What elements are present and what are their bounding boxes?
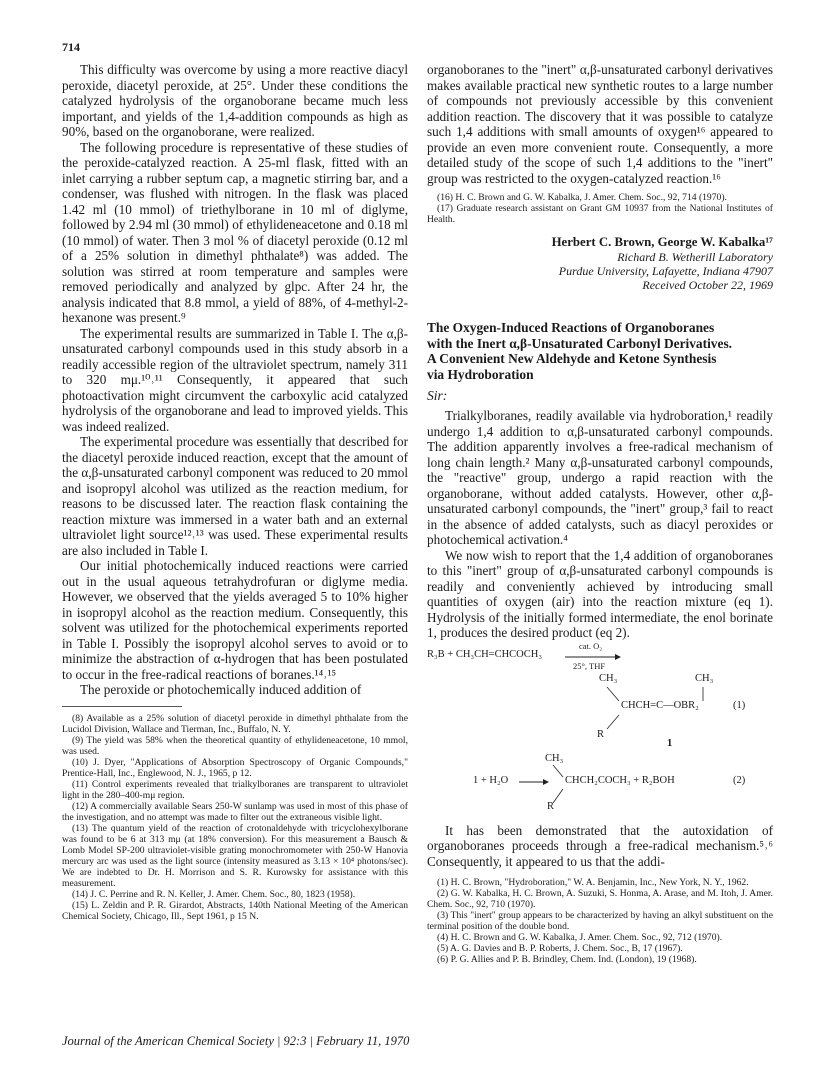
affiliation-line: Purdue University, Lafayette, Indiana 47907 (558, 264, 773, 278)
footnote-divider (62, 706, 182, 707)
body-paragraph: The experimental results are summarized in Table I. The α,β-unsaturated carbonyl compounds used in this study absorb in a readily accessible region of the ultraviolet spectrum, namely 311 to 320 mμ.¹⁰˒¹¹ Consequently, it appeared that such photoactivation might circumvent the carboxylic acid catalyzed hydrolysis of the organoborane and lead to improved yields. This was indeed realized. (62, 325, 408, 434)
eq1-condition-top: cat. O₂ (579, 640, 603, 651)
footnote: (8) Available as a 25% solution of diacetyl peroxide in dimethyl phthalate from the Lucidol Division, Wallace and Tierman, Inc., Buffalo, N. Y. (62, 712, 408, 735)
body-paragraph: We now wish to report that the 1,4 addition of organoboranes to this "inert" group of α,β-unsaturated carbonyl compounds is readily and conveniently achieved by introducing small quantities of oxygen (air) into the reaction mixture (eq 1). Hydrolysis of the initially formed intermediate, the enol borinate 1, produces the desired product (eq 2). (427, 547, 773, 640)
body-paragraph: The peroxide or photochemically induced addition of (80, 682, 362, 697)
title-line: A Convenient New Aldehyde and Ketone Synthesis (427, 351, 717, 366)
eq1-label: (1) (733, 699, 746, 711)
received-date: Received October 22, 1969 (642, 278, 773, 292)
article-title (427, 320, 773, 382)
eq1-bonds (599, 685, 709, 737)
title-line: with the Inert α,β-Unsaturated Carbonyl Derivatives. (427, 335, 733, 351)
eq1-reactants: R₃B + CH₃CH=CHCOCH₃ (427, 648, 543, 660)
body-paragraph: organoboranes to the "inert" α,β-unsaturated carbonyl derivatives makes available practical new synthetic routes to a large number of compounds not previously accessible by this convenient addition reaction. The discovery that it was possible to catalyze such 1,4 additions with small amounts of oxygen¹⁶ appeared to provide an even more convenient route. Consequently, a more detailed study of the scope of such 1,4 additions to the "inert" group was restricted to the oxygen-catalyzed reaction.¹⁶ (427, 62, 773, 186)
footnote: (1) H. C. Brown, "Hydroboration," W. A. Benjamin, Inc., New York, N. Y., 1962. (437, 877, 749, 888)
body-paragraph: It has been demonstrated that the autoxidation of organoboranes proceeds through a free-radical mechanism.⁵˒⁶ Consequently, it appeared to us that the addi- (427, 822, 773, 869)
footnote: (3) This "inert" group appears to be characterized by having an alkyl substituent on the terminal position of the double bond. (427, 910, 773, 932)
eq1-ch3-a: CH₃ (599, 672, 618, 684)
footnote: (14) J. C. Perrine and R. N. Keller, J. Amer. Chem. Soc., 80, 1823 (1958). (72, 888, 356, 900)
title-line: via Hydroboration (427, 366, 534, 382)
eq2-reactants: 1 + H₂O (473, 774, 509, 786)
affiliation-line: Richard B. Wetherill Laboratory (617, 250, 773, 264)
footnote: (2) G. W. Kabalka, H. C. Brown, A. Suzuki, S. Honma, A. Arase, and M. Itoh, J. Amer. Chem. Soc., 92, 710 (1970). (427, 888, 773, 910)
reaction-arrow-icon (519, 778, 549, 786)
eq1-product: CHCH=C—OBR₂ (621, 699, 699, 711)
footnote: (16) H. C. Brown and G. W. Kabalka, J. Amer. Chem. Soc., 92, 714 (1970). (437, 192, 727, 203)
eq1-ch3-b: CH₃ (695, 672, 714, 684)
footnote: (4) H. C. Brown and G. W. Kabalka, J. Amer. Chem. Soc., 92, 712 (1970). (437, 932, 723, 943)
eq1-condition-bottom: 25°, THF (573, 660, 606, 671)
footnote: (6) P. G. Allies and P. B. Brindley, Chem. Ind. (London), 19 (1968). (437, 954, 697, 965)
reaction-scheme (427, 640, 773, 813)
body-paragraph: The experimental procedure was essentially that described for the diacetyl peroxide induced reaction, except that the amount of the α,β-unsaturated carbonyl component was reduced to 20 mmol and isopropyl alcohol was utilized as the reaction medium, for reasons to be discussed later. The reaction flask containing the reaction mixture was immersed in a water bath and an external ultraviolet light source¹²˒¹³ was used. These experimental results are also included in Table I. (62, 434, 408, 558)
journal-footer: Journal of the American Chemical Society | 92:3 | February 11, 1970 (62, 1034, 410, 1048)
salutation: Sir: (427, 388, 448, 403)
author-line: Herbert C. Brown, George W. Kabalka¹⁷ (551, 235, 773, 249)
footnote: (11) Control experiments revealed that trialkylboranes are transparent to ultraviolet light in the 280–400-mμ region. (62, 778, 408, 801)
body-paragraph: This difficulty was overcome by using a more reactive diacyl peroxide, diacetyl peroxide, at 25°. Under these conditions the catalyzed hydrolysis of the organoborane became much less important, and yields of the 1,4-addition compounds as high as 90%, based on the organoborane, were realized. (62, 62, 408, 139)
reaction-arrow-icon (565, 653, 621, 661)
footnote: (17) Graduate research assistant on Grant GM 10937 from the National Institutes of Health. (427, 203, 773, 225)
body-paragraph: Our initial photochemically induced reactions were carried out in the usual aqueous tetrahydrofuran or diglyme media. However, we observed that the yields averaged 5 to 10% higher in isopropyl alcohol as the reaction medium. Consequently, this solvent was utilized for the photochemical experiments reported in Table I. Possibly the isopropyl alcohol serves to avoid or to minimize the abstraction of α-hydrogen that has been postulated to occur in the free-radical reactions of boranes.¹⁴˒¹⁵ (62, 558, 408, 682)
eq1-r: R (597, 728, 605, 740)
title-line: The Oxygen-Induced Reactions of Organoboranes (427, 320, 715, 335)
footnote: (15) L. Zeldin and P. R. Girardot, Abstracts, 140th National Meeting of the American Chemical Society, Chicago, Ill., Sept 1961, p 15 N. (62, 899, 408, 922)
eq2-product: CHCH₂COCH₃ + R₂BOH (565, 774, 675, 786)
eq2-ch3: CH₃ (545, 752, 564, 764)
compound-number: 1 (667, 737, 673, 749)
footnote: (9) The yield was 58% when the theoretical quantity of ethylideneacetone, 10 mmol, was used. (62, 734, 408, 757)
body-paragraph: The following procedure is representative of these studies of the peroxide-catalyzed reaction. A 25-ml flask, fitted with an inlet carrying a rubber septum cap, a magnetic stirring bar, and a condenser, was flushed with nitrogen. In the flask was placed 1.42 ml (10 mmol) of triethylborane in 10 ml of diglyme, followed by 2.94 ml (30 mmol) of ethylideneacetone and 0.18 ml (10 mmol) of water. Then 3 mol % of diacetyl peroxide (0.12 ml of a 25% solution in dimethyl phthalate⁸) was added. The solution was stirred at room temperature and samples were removed periodically and analyzed by glpc. After 24 hr, the analysis indicated that 8.8 mmol, a yield of 88%, of 4-methyl-2-hexanone was present.⁹ (62, 139, 408, 325)
footnote: (5) A. G. Davies and B. P. Roberts, J. Chem. Soc., B, 17 (1967). (437, 943, 683, 954)
footnote: (10) J. Dyer, "Applications of Absorption Spectroscopy of Organic Compounds," Prentice-Hall, Inc., Englewood, N. J., 1965, p 12. (62, 756, 408, 779)
eq2-label: (2) (733, 774, 746, 786)
left-column (62, 62, 408, 922)
footnote: (13) The quantum yield of the reaction of crotonaldehyde with tricyclohexylborane was found to be 6 at 313 mμ (at 18% conversion). For this measurement a Bausch & Lomb Model SP-200 ultraviolet-visible grating monochromometer with 250-W Hanovia mercury arc was used as the light source (intensity measured as 3.13 × 10⁴ photons/sec). We are indebted to Dr. H. Morrison and S. R. Kurowsky for assistance with this measurement. (62, 822, 408, 889)
eq2-r: R (547, 800, 555, 812)
body-paragraph: Trialkylboranes, readily available via hydroboration,¹ readily undergo 1,4 addition to α,β-unsaturated carbonyl compounds. The addition apparently involves a free-radical mechanism of long chain length.² Many α,β-unsaturated carbonyl compounds, the "reactive" group, undergo a rapid reaction with the organoborane, without added catalysts. However, other α,β-unsaturated carbonyl compounds, the "inert" group,³ fail to react in the absence of added catalysts, such as diacyl peroxides or photochemical activation.⁴ (427, 408, 773, 547)
right-column (427, 62, 773, 965)
page-number: 714 (62, 40, 80, 54)
footnote: (12) A commercially available Sears 250-W sunlamp was used in most of this phase of the investigation, and no attempt was made to filter out the extraneous visible light. (62, 800, 408, 823)
